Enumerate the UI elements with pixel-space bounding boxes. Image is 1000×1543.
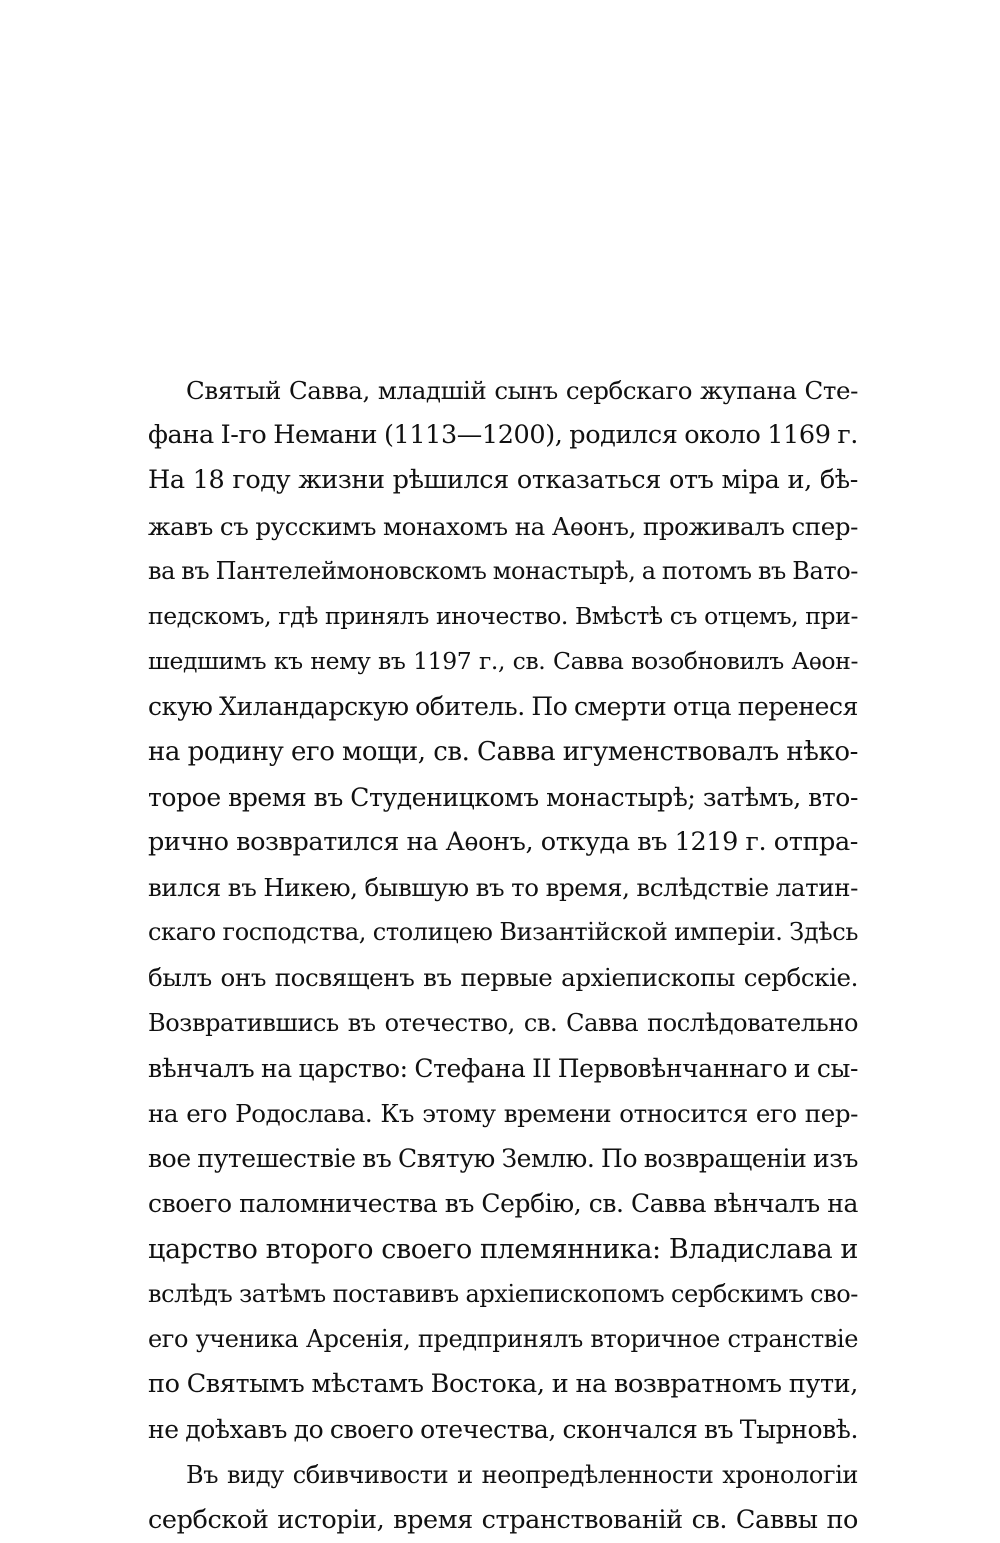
text-line: царство второго своего племянника: Владислава и <box>148 1233 858 1265</box>
body-text <box>148 368 858 1543</box>
text-line: Возвратившись въ отечество, св. Савва послѣдовательно <box>148 1008 858 1037</box>
text-line: вслѣдъ затѣмъ поставивъ архіепископомъ сербскимъ сво- <box>148 1279 858 1308</box>
text-line: на родину его мощи, св. Савва игуменствовалъ нѣко- <box>148 736 858 767</box>
text-line: скаго господства, столицею Византійской имперіи. Здѣсь <box>148 918 858 947</box>
text-line: Въ виду сбивчивости и неопредѣленности хронологіи <box>186 1460 858 1489</box>
text-line: вое путешествіе въ Святую Землю. По возвращеніи изъ <box>148 1144 858 1174</box>
text-line: На 18 году жизни рѣшился отказаться отъ міра и, бѣ- <box>148 465 858 496</box>
text-line: скую Хиландарскую обитель. По смерти отца перенеся <box>148 692 858 722</box>
text-line: Святый Савва, младшій сынъ сербскаго жупана Сте- <box>186 376 858 405</box>
text-line: былъ онъ посвященъ въ первые архіепископы сербскіе. <box>148 963 858 993</box>
text-line: по Святымъ мѣстамъ Востока, и на возвратномъ пути, <box>148 1369 858 1400</box>
text-line: жавъ съ русскимъ монахомъ на Аѳонъ, проживалъ спер- <box>148 511 858 541</box>
text-line: торое время въ Студеницкомъ монастырѣ; затѣмъ, вто- <box>148 782 858 812</box>
text-line: вился въ Никею, бывшую въ то время, вслѣдствіе латин- <box>148 873 858 903</box>
text-line: вѣнчалъ на царство: Стефана II Первовѣнчаннаго и сы- <box>148 1053 858 1083</box>
text-line: фана I-го Немани (1113—1200), родился около 1169 г. <box>148 420 858 451</box>
text-line: ва въ Пантелеймоновскомъ монастырѣ, а потомъ въ Вато- <box>148 556 858 585</box>
text-line: своего паломничества въ Сербію, св. Савва вѣнчалъ на <box>148 1189 858 1219</box>
text-line: не доѣхавъ до своего отечества, скончался въ Тырновѣ. <box>148 1415 858 1445</box>
text-line: шедшимъ къ нему въ 1197 г., св. Савва возобновилъ Аѳон- <box>148 647 858 676</box>
text-line: сербской исторіи, время странствованій св. Саввы по <box>148 1504 858 1535</box>
text-line: на его Родослава. Къ этому времени относится его пер- <box>148 1099 858 1128</box>
text-line: педскомъ, гдѣ принялъ иночество. Вмѣстѣ съ отцемъ, при- <box>148 601 858 630</box>
text-line: рично возвратился на Аѳонъ, откуда въ 1219 г. отпра- <box>148 826 858 857</box>
text-line: его ученика Арсенія, предпринялъ вторичное странствіе <box>148 1324 858 1353</box>
